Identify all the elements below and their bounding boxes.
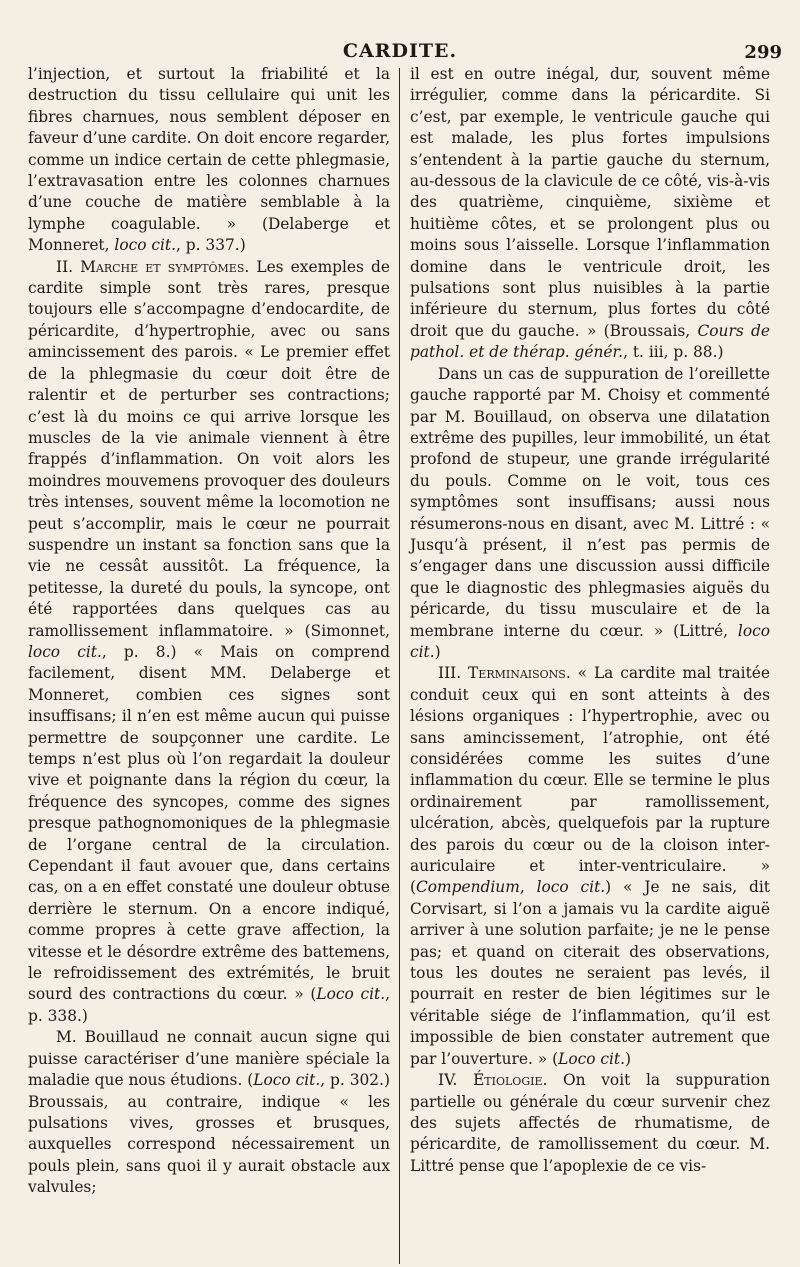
paragraph — [28, 64, 390, 257]
text-run: Dans un cas de suppuration de l’oreillette gauche rapporté par M. Choisy et commenté par M. Bouillaud, on observa une dilatation extrême des pupilles, leur immobilité, un état profond de stupeur, une grande irrégularité du pouls. Comme on le voit, tous ces symptômes sont insuffisans; aussi nous résumerons-nous en disant, avec M. Littré : « Jusqu’à présent, il n’est pas permis de s’engager dans une discussion aussi difficile que le diagnostic des phlegmasies aiguës du péricarde, du tissu musculaire et de la membrane interne du cœur. » (Littré, — [410, 364, 770, 640]
text-run: II. — [56, 257, 81, 276]
italic-citation: loco cit. — [114, 236, 176, 255]
italic-citation: loco cit. — [28, 642, 102, 661]
paragraph — [410, 1070, 770, 1177]
italic-citation: Compendium — [416, 878, 520, 897]
left-column — [28, 64, 390, 1199]
italic-citation: Loco cit. — [253, 1071, 321, 1090]
paragraph — [410, 64, 770, 364]
running-title: CARDITE. — [342, 40, 458, 62]
text-run: ) « Je ne sais, dit Corvisart, si l’on a jamais vu la cardite aiguë arriver à une solution parfaite; je ne le pense pas; et quand on citerait des observations, tous les doutes ne seraient pas levés, il pourrait en rester de bien légitimes sur le véritable siége de l’inflammation, qu’il est impossible de bien constater autrement que par l’ouverture. » ( — [410, 878, 770, 1068]
paragraph — [28, 1027, 390, 1198]
text-run: On voit la suppuration partielle ou générale du cœur survenir chez des sujets affectés de rhumatisme, de péricardite, de ramollissement du cœur. M. Littré pense que l’apoplexie de ce vis- — [410, 1071, 770, 1175]
text-run: , t. iii, p. 88.) — [623, 343, 724, 362]
text-run: , p. 8.) « Mais on comprend facilement, disent MM. Delaberge et Monneret, combien ces signes sont insuffisans; il n’en est même aucun qui puisse permettre de soupçonner une cardite. Le temps n’est plus où l’on regardait la douleur vive et poignante dans la région du cœur, la fréquence des syncopes, comme des signes presque pathognomoniques de la phlegmasie de l’organe central de la circulation. Cependant il faut avouer que, dans certains cas, on a en effet constaté une douleur obtuse derrière le sternum. On a encore indiqué, comme propres à cette grave affection, la vitesse et le désordre extrême des battemens, le refroidissement des extrémités, le bruit sourd des contractions du cœur. » ( — [28, 642, 391, 1004]
text-run: ) — [624, 1049, 631, 1068]
section-heading: Étiologie. — [473, 1071, 548, 1090]
text-run: ) — [434, 642, 441, 661]
italic-citation: Loco cit. — [316, 985, 386, 1004]
italic-citation: loco cit. — [536, 878, 606, 897]
paragraph — [28, 257, 390, 1028]
text-run: , — [519, 878, 537, 897]
right-column — [410, 64, 770, 1177]
italic-citation: loco cit. — [410, 621, 770, 661]
text-run: , p. 302.) Broussais, au contraire, indique « les pulsations vives, grosses et brusques, auxquelles correspond nécessairement un pouls plein, sans quoi il y aurait obstacle aux valvules; — [28, 1071, 390, 1197]
italic-citation: Loco cit. — [558, 1049, 625, 1068]
text-run: M. Bouillaud ne connait aucun signe qui puisse caractériser d’une manière spéciale la maladie que nous étudions. ( — [28, 1028, 390, 1090]
text-run: , p. 338.) — [28, 985, 390, 1025]
column-divider — [399, 68, 400, 1264]
section-heading: Marche et symptômes. — [80, 257, 250, 276]
paragraph — [410, 663, 770, 1070]
text-run: il est en outre inégal, dur, souvent même irrégulier, comme dans la péricardite. Si c’est, par exemple, le ventricule gauche qui est malade, les plus fortes impulsions s’entendent à la partie gauche du sternum, au-dessous de la clavicule de ce côté, vis-à-vis des quatrième, cinquième, sixième et huitième côtes, et se prolongent plus ou moins sous l’aisselle. Lorsque l’inflammation domine dans le ventricule droit, les pulsations sont plus nuisibles à la partie inférieure du sternum, plus fortes du côté droit que du gauche. » (Broussais, — [410, 65, 770, 340]
section-heading: Terminaisons. — [468, 664, 571, 683]
text-run: , p. 337.) — [176, 236, 246, 255]
paragraph — [410, 364, 770, 664]
page-number: 299 — [744, 42, 782, 63]
text-run: Les exemples de cardite simple sont très rares, presque toujours elle s’accompagne d’endocardite, de péricardite, d’hypertrophie, avec ou sans amincissement des parois. « Le premier effet de la phlegmasie du cœur doit être de ralentir et de perturber ses contractions; c’est là du moins ce qui arrive lorsque les muscles de la vie animale viennent à être frappés d’inflammation. On voit alors les moindres mouvemens provoquer des douleurs très intenses, souvent même la locomotion ne peut s’accomplir, mais le cœur ne pourrait suspendre un instant sa fonction sans que la vie ne cessât aussitôt. La fréquence, la petitesse, la dureté du pouls, la syncope, ont été rapportées dans quelques cas au ramollissement inflammatoire. » (Simonnet, — [28, 257, 390, 640]
text-run: III. — [438, 664, 469, 683]
text-run: « La cardite mal traitée conduit ceux qui en sont atteints à des lésions organiques : l’hypertrophie, avec ou sans amincissement, l’atrophie, ont été considérées comme les suites d’une inflammation du cœur. Elle se termine le plus ordinairement par ramollissement, ulcération, abcès, quelquefois par la rupture des parois du cœur ou de la cloison inter-auriculaire et inter-ventriculaire. » ( — [410, 664, 770, 897]
italic-citation: Cours de pathol. et de thérap. génér. — [410, 321, 770, 362]
text-run: l’injection, et surtout la friabilité et la destruction du tissu cellulaire qui unit les fibres charnues, nous semblent déposer en faveur d’une cardite. On doit encore regarder, comme un indice certain de cette phlegmasie, l’extravasation entre les colonnes charnues d’une couche de matière semblable à la lymphe coagulable. » (Delaberge et Monneret, — [28, 65, 390, 255]
text-run: IV. — [438, 1071, 474, 1090]
